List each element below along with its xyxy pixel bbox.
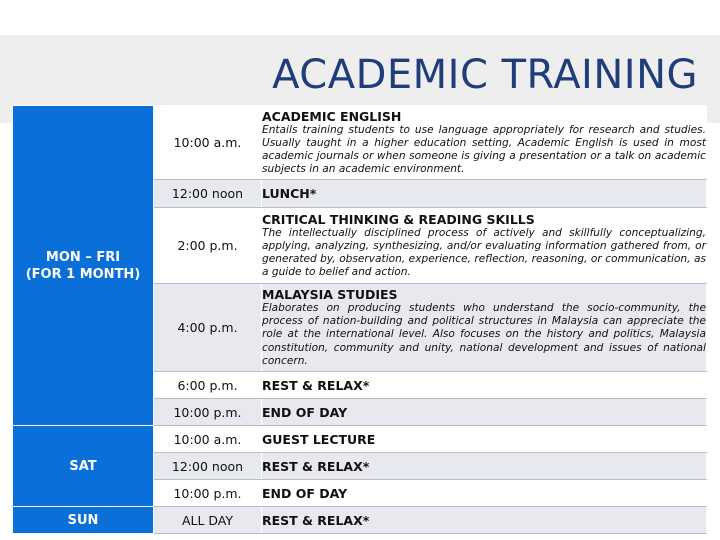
activity-cell <box>262 507 707 534</box>
time-cell: 12:00 noon <box>154 453 262 480</box>
activity-cell <box>262 284 707 372</box>
time-cell: 10:00 a.m. <box>154 426 262 453</box>
table-row <box>13 426 707 453</box>
time-cell: ALL DAY <box>154 507 262 534</box>
table-row <box>13 507 707 534</box>
day-cell-sat: SAT <box>13 426 154 507</box>
activity-title: CRITICAL THINKING & READING SKILLS <box>262 211 535 227</box>
page-title: ACADEMIC TRAINING <box>272 52 698 98</box>
time-cell: 10:00 a.m. <box>154 106 262 180</box>
activity-description: The intellectually disciplined process of actively and skillfully conceptualizing, applying, analyzing, synthesizing, and/or evaluating information gathered from, or generated by, observation, experience, reflection, reasoning, or communication, as a guide to belief and action. <box>262 226 706 279</box>
time-cell: 12:00 noon <box>154 180 262 208</box>
activity-title: REST & RELAX* <box>262 512 370 528</box>
activity-cell <box>262 399 707 426</box>
activity-cell <box>262 106 707 180</box>
schedule-table <box>12 105 707 534</box>
activity-title: GUEST LECTURE <box>262 431 376 447</box>
day-cell-mon-fri: MON – FRI (FOR 1 MONTH) <box>13 106 154 426</box>
time-cell: 10:00 p.m. <box>154 399 262 426</box>
table-row <box>13 106 707 180</box>
time-cell: 4:00 p.m. <box>154 284 262 372</box>
activity-description: Entails training students to use language appropriately for research and studies. Usually taught in a higher education setting, Academic English is used in most academic journals or when someone is giving a presentation or a talk on academic subjects in an academic environment. <box>262 123 706 176</box>
activity-cell <box>262 180 707 208</box>
activity-cell <box>262 372 707 399</box>
activity-cell <box>262 480 707 507</box>
time-cell: 2:00 p.m. <box>154 208 262 284</box>
activity-title: END OF DAY <box>262 485 348 501</box>
activity-cell <box>262 453 707 480</box>
activity-title: END OF DAY <box>262 404 348 420</box>
time-cell: 10:00 p.m. <box>154 480 262 507</box>
day-cell-sun: SUN <box>13 507 154 534</box>
activity-description: Elaborates on producing students who understand the socio-community, the process of nation-building and political structures in Malaysia can appreciate the role at the international level. Also focuses on the history and politics, Malaysia constitution, community and unity, national development and issues of national concern. <box>262 301 706 367</box>
activity-cell <box>262 426 707 453</box>
activity-title: REST & RELAX* <box>262 458 370 474</box>
activity-title: MALAYSIA STUDIES <box>262 286 398 302</box>
activity-title: LUNCH* <box>262 186 317 201</box>
activity-title: ACADEMIC ENGLISH <box>262 108 402 124</box>
activity-cell <box>262 208 707 284</box>
activity-title: REST & RELAX* <box>262 377 370 393</box>
time-cell: 6:00 p.m. <box>154 372 262 399</box>
